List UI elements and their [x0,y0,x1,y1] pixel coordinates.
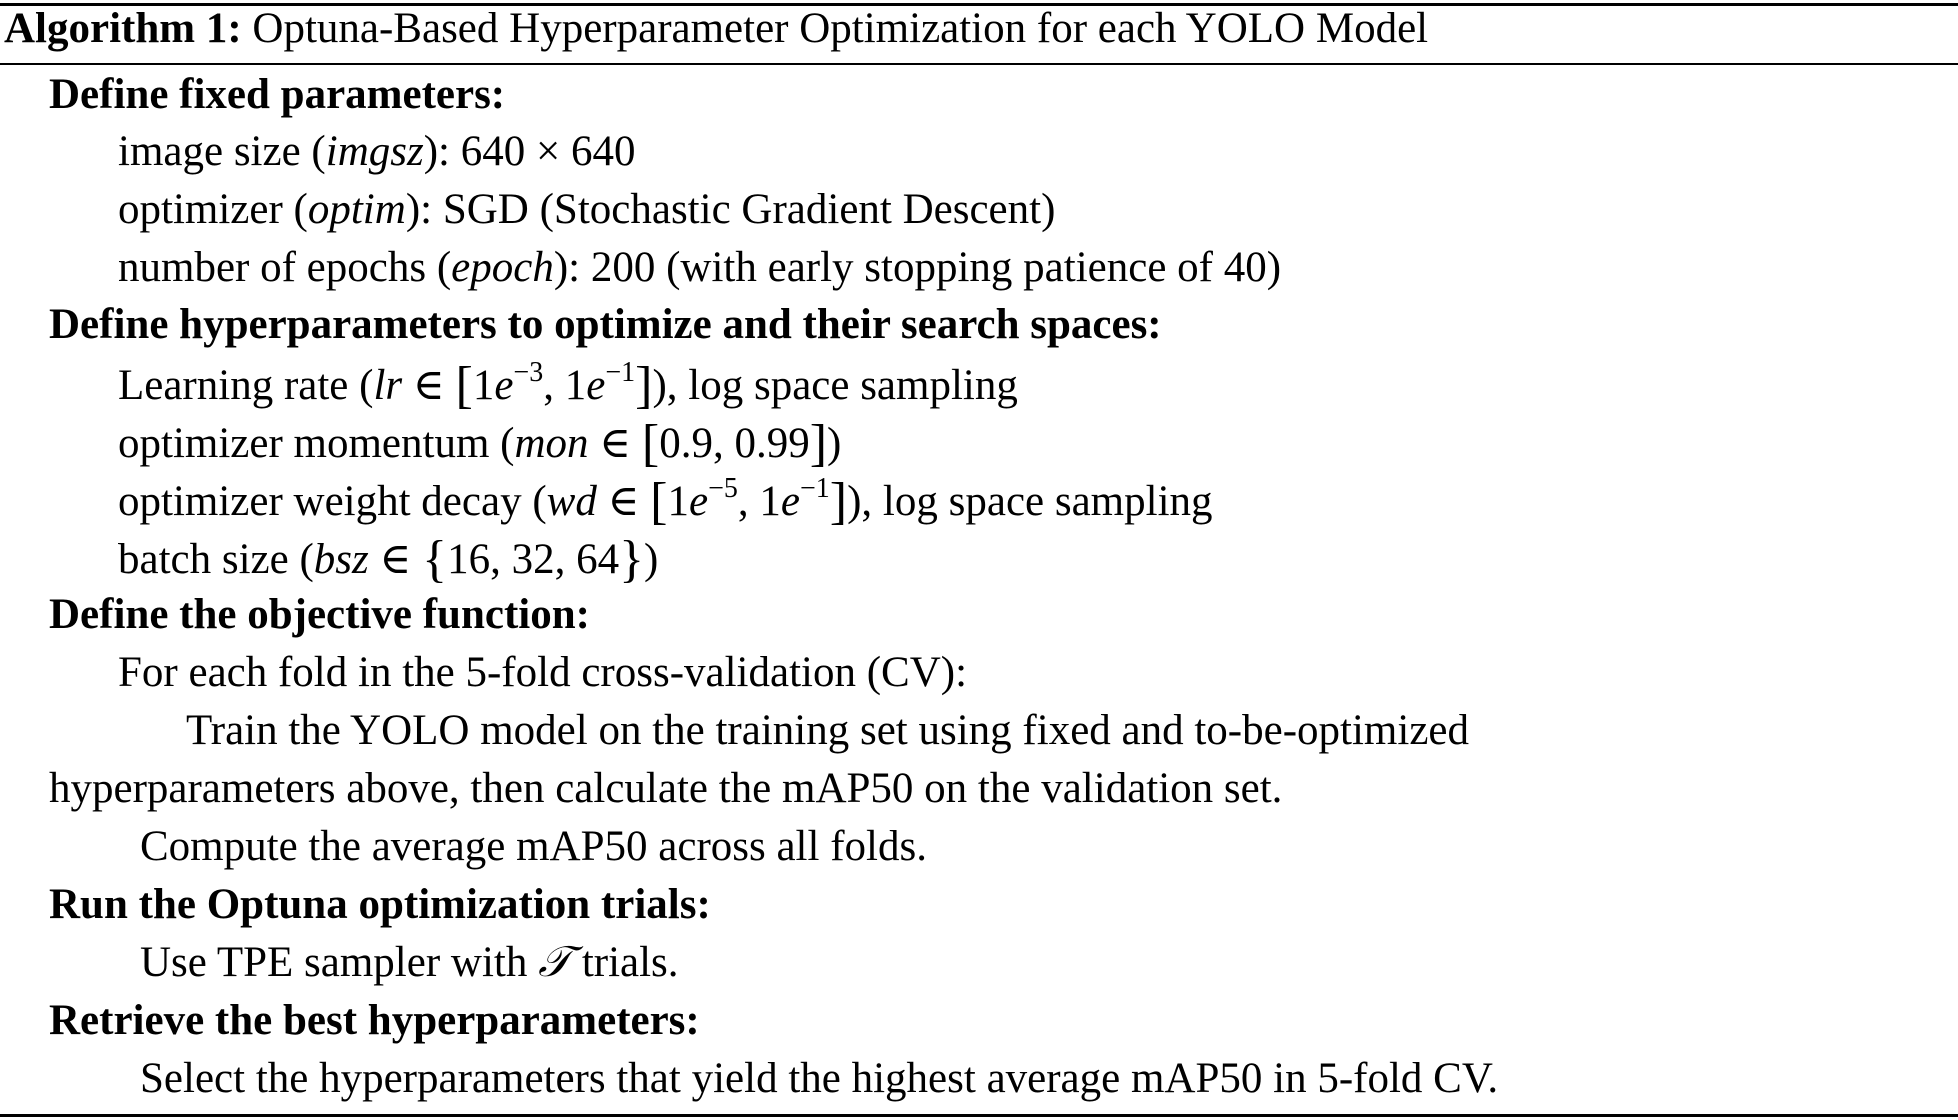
bottom-rule [0,1114,1958,1117]
optim-line [118,185,1055,235]
wd-line [118,474,1213,532]
tpe-post: trials. [571,939,679,986]
lr-upper-e: e [586,362,606,409]
optim-post: ): SGD (Stochastic Gradient Descent) [405,186,1056,233]
for-each-fold-line: For each fold in the 5-fold cross-validation (CV): [118,649,968,696]
tpe-pre: Use TPE sampler with [140,939,539,986]
trials-heading: Run the Optuna optimization trials: [49,881,711,928]
lr-line [118,358,1018,416]
wd-lower-e: e [689,478,709,525]
bsz-right-brace: } [619,531,645,588]
lr-post: ), log space sampling [652,362,1018,409]
wd-upper-coef: , 1 [737,478,781,525]
epoch-var: epoch [451,244,554,291]
mon-post: ) [827,420,842,467]
bsz-in-symbol: ∈ [368,536,423,583]
bsz-set: 16, 32, 64 [447,536,620,583]
imgsz-post: ): 640 × 640 [423,128,636,175]
select-best-line: Select the hyperparameters that yield the highest average mAP50 in 5-fold CV. [140,1055,1499,1102]
lr-in-symbol: ∈ [402,362,456,409]
mon-range: 0.9, 0.99 [659,420,810,467]
lr-lower-coef: 1 [472,362,495,409]
bsz-left-brace: { [422,531,448,588]
wd-left-bracket: [ [650,473,668,530]
imgsz-line [118,127,636,177]
bsz-post: ) [644,536,659,583]
lr-var: lr [373,362,403,409]
wd-pre: optimizer weight decay ( [118,478,547,525]
wd-var: wd [546,478,597,525]
wd-lower-coef: 1 [667,478,689,525]
mon-right-bracket: ] [809,415,828,472]
algorithm-title: Optuna-Based Hyperparameter Optimization for each YOLO Model [252,5,1429,52]
bsz-var: bsz [313,536,369,583]
optim-pre: optimizer ( [118,186,308,233]
optim-var: optim [307,186,406,233]
algorithm-label: Algorithm 1: [4,5,242,52]
imgsz-pre: image size ( [118,128,326,175]
lr-lower-exp: −3 [513,357,544,388]
mon-line [118,415,842,472]
lr-left-bracket: [ [455,357,473,414]
epoch-line [118,243,1281,293]
lr-upper-coef: , 1 [543,362,587,409]
wd-upper-exp: −1 [799,473,830,504]
objective-heading: Define the objective function: [49,591,590,638]
wd-right-bracket: ] [829,473,848,530]
hyperparams-heading: Define hyperparameters to optimize and their search spaces: [49,301,1162,348]
algorithm-caption [4,4,1428,54]
wd-post: ), log space sampling [847,478,1213,525]
bsz-pre: batch size ( [118,536,314,583]
trials-symbol: 𝒯 [538,939,572,986]
lr-lower-e: e [494,362,514,409]
caption-rule [0,63,1958,65]
compute-average-line: Compute the average mAP50 across all folds. [140,823,927,870]
wd-in-symbol: ∈ [596,478,651,525]
imgsz-var: imgsz [325,128,424,175]
wd-upper-e: e [780,478,800,525]
tpe-sampler-line [140,938,679,988]
mon-pre: optimizer momentum ( [118,420,515,467]
bsz-line [118,531,659,588]
lr-pre: Learning rate ( [118,362,374,409]
mon-left-bracket: [ [641,415,660,472]
mon-var: mon [514,420,589,467]
lr-upper-exp: −1 [605,357,636,388]
train-line-1: Train the YOLO model on the training set using fixed and to-be-optimized [186,707,1469,754]
epoch-post: ): 200 (with early stopping patience of 40) [553,244,1282,291]
mon-in-symbol: ∈ [588,420,642,467]
train-line-2: hyperparameters above, then calculate the mAP50 on the validation set. [49,765,1283,812]
lr-right-bracket: ] [635,357,653,414]
wd-lower-exp: −5 [708,473,738,504]
retrieve-heading: Retrieve the best hyperparameters: [49,997,700,1044]
epoch-pre: number of epochs ( [118,244,452,291]
fixed-params-heading: Define fixed parameters: [49,71,506,118]
